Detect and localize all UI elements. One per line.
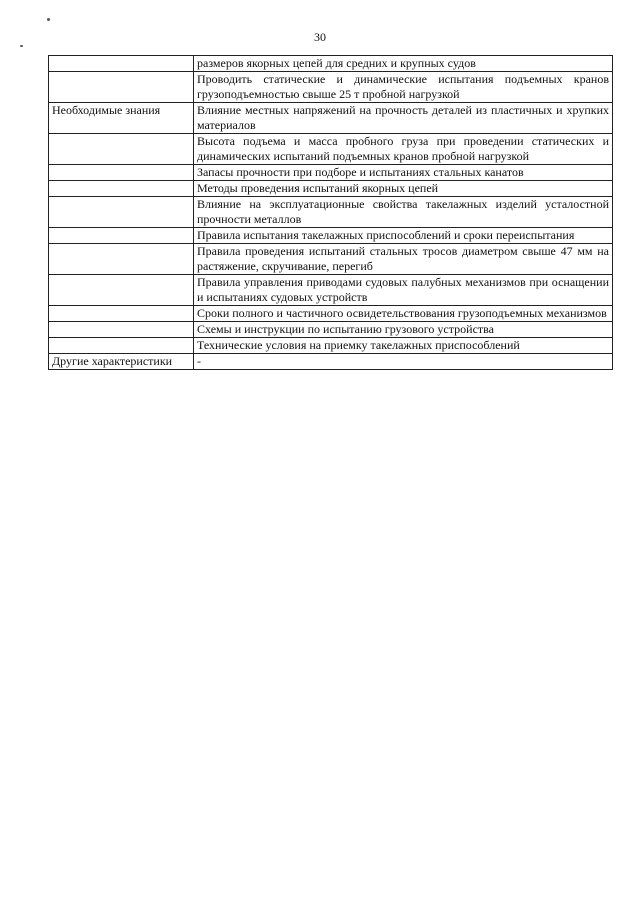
table-row — [49, 134, 613, 165]
row-text: Правила управления приводами судовых палубных механизмов при оснащении и испытаниях судовых устройств — [194, 275, 613, 306]
row-text: Правила проведения испытаний стальных тросов диаметром свыше 47 мм на растяжение, скручивание, перегиб — [194, 244, 613, 275]
page-number: 30 — [314, 30, 326, 44]
row-text: Методы проведения испытаний якорных цепей — [194, 181, 613, 197]
row-text: Технические условия на приемку такелажных приспособлений — [194, 338, 613, 354]
row-label — [49, 322, 194, 338]
row-text: Высота подъема и масса пробного груза при проведении статических и динамических испытаний подъемных кранов пробной нагрузкой — [194, 134, 613, 165]
row-label — [49, 165, 194, 181]
row-text: Запасы прочности при подборе и испытаниях стальных канатов — [194, 165, 613, 181]
table-row — [49, 275, 613, 306]
row-text: - — [194, 354, 613, 370]
row-label — [49, 306, 194, 322]
row-label — [49, 338, 194, 354]
scan-speck — [20, 45, 23, 47]
table-row — [49, 56, 613, 72]
scan-speck — [47, 18, 50, 21]
table-row — [49, 197, 613, 228]
table-row — [49, 306, 613, 322]
row-text: Схемы и инструкции по испытанию грузового устройства — [194, 322, 613, 338]
row-label — [49, 275, 194, 306]
table-row — [49, 165, 613, 181]
table-row — [49, 244, 613, 275]
table-row — [49, 228, 613, 244]
knowledge-table — [48, 55, 613, 370]
table-row — [49, 181, 613, 197]
row-label — [49, 56, 194, 72]
row-text: размеров якорных цепей для средних и крупных судов — [194, 56, 613, 72]
row-label — [49, 197, 194, 228]
section-label-knowledge: Необходимые знания — [49, 103, 194, 134]
section-label-other: Другие характеристики — [49, 354, 194, 370]
table-row — [49, 322, 613, 338]
row-label — [49, 181, 194, 197]
row-text: Влияние местных напряжений на прочность деталей из пластичных и хрупких материалов — [194, 103, 613, 134]
row-label — [49, 72, 194, 103]
table-row — [49, 338, 613, 354]
row-text: Сроки полного и частичного освидетельствования грузоподъемных механизмов — [194, 306, 613, 322]
row-text: Проводить статические и динамические испытания подъемных кранов грузоподъемностью свыше 25 т пробной нагрузкой — [194, 72, 613, 103]
table-row — [49, 72, 613, 103]
row-label — [49, 244, 194, 275]
row-label — [49, 134, 194, 165]
table-row — [49, 354, 613, 370]
table-row — [49, 103, 613, 134]
row-text: Правила испытания такелажных приспособлений и сроки переиспытания — [194, 228, 613, 244]
row-label — [49, 228, 194, 244]
row-text: Влияние на эксплуатационные свойства такелажных изделий усталостной прочности металлов — [194, 197, 613, 228]
